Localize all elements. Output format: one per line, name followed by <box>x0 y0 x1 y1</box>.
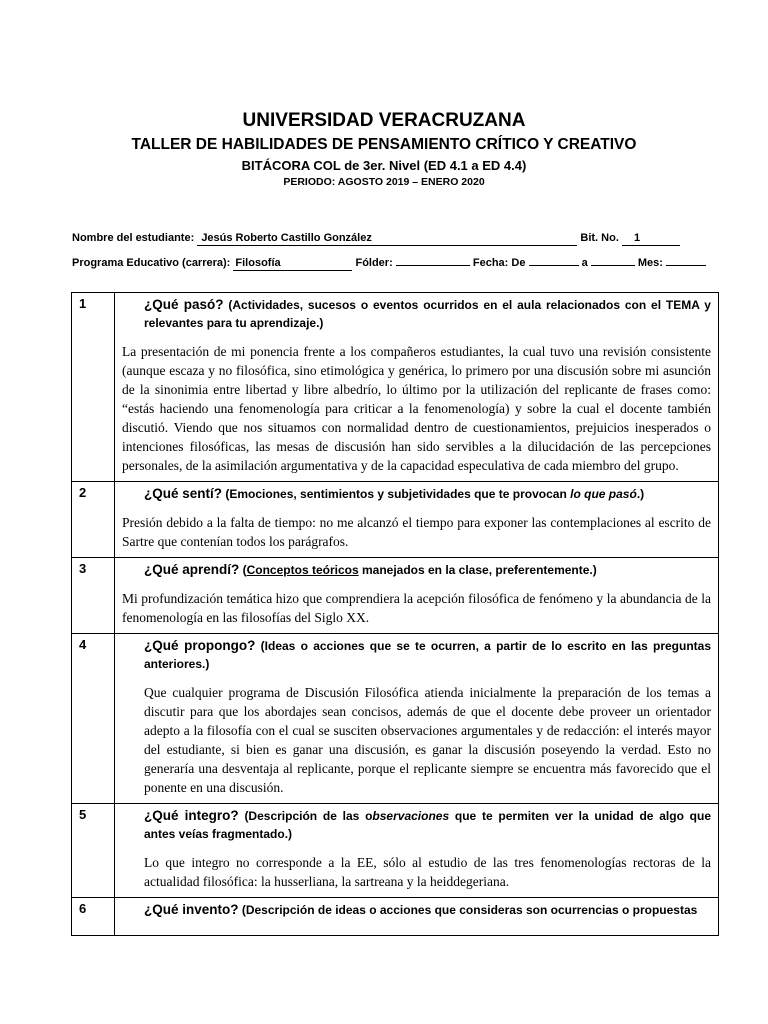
log-table <box>71 292 719 936</box>
question-header <box>122 637 711 673</box>
question-hint-start: (Emociones, sentimientos y subjetividades que te provocan <box>225 487 571 501</box>
row-number: 4 <box>72 634 115 804</box>
student-name-field[interactable] <box>197 232 577 246</box>
date-from-field[interactable] <box>529 265 579 266</box>
workshop-title: TALLER DE HABILIDADES DE PENSAMIENTO CRÍTICO Y CREATIVO <box>131 136 637 153</box>
row-body <box>115 482 719 558</box>
folder-field[interactable] <box>396 265 470 266</box>
question-hint-end: manejados en la clase, preferentemente.) <box>358 563 597 577</box>
question-hint: (Ideas o acciones que se te ocurren, a partir de lo escrito en las preguntas anteriores.) <box>144 639 711 671</box>
folder-label: Fólder: <box>355 257 393 269</box>
date-to-label: a <box>581 257 588 269</box>
month-field[interactable] <box>666 265 706 266</box>
student-label: Nombre del estudiante: <box>72 232 195 244</box>
question-title: ¿Qué integro? <box>144 808 239 823</box>
question-hint-start: ( <box>242 563 247 577</box>
row-number: 3 <box>72 558 115 634</box>
question-header <box>122 807 711 843</box>
answer-text: Mi profundización temática hizo que comprendiera la acepción filosófica de fenómeno y la abundancia de la fenomenología en las filosofías del Siglo XX. <box>122 591 711 625</box>
table-row <box>72 898 719 936</box>
row-body <box>115 898 719 936</box>
row-body <box>115 293 719 482</box>
program-value: Filosofía <box>235 257 281 269</box>
answer-text: Lo que integro no corresponde a la EE, sólo al estudio de las tres fenomenologías rectoras de la actualidad filosófica: la husserliana, la sartreana y la heiddegeriana. <box>144 855 711 889</box>
question-header <box>122 561 711 579</box>
answer-text: La presentación de mi ponencia frente a los compañeros estudiantes, la cual tuvo una revisión consistente (aunque escaza y no filosófica, sino etimológica y genérica, lo primero por una discusión sobre mi asunción de la sinonimia entre libertad y libre albedrío, lo último por la utilización del replicante de frases como: “estás haciendo una fenomenología para criticar a la fenomenología) y sobre la cual el docente también discutió. Viendo que nos situamos con normalidad dentro de cuestionamientos, prejuicios inesperados o intenciones filosóficas, las mesas de discusión han sido servibles a la dilucidación de las percepciones personales, de la asimilación argumentativa y de la capacidad especulativa de cada miembro del grupo. <box>122 344 711 473</box>
row-number: 5 <box>72 804 115 898</box>
table-row <box>72 293 719 482</box>
program-label: Programa Educativo (carrera): <box>72 257 231 269</box>
question-header <box>122 901 711 919</box>
row-number: 6 <box>72 898 115 936</box>
period-line: PERIODO: AGOSTO 2019 – ENERO 2020 <box>283 176 485 188</box>
question-hint-end: que te permiten ver la unidad de algo que antes veías fragmentado.) <box>144 809 712 841</box>
month-label: Mes: <box>637 257 663 269</box>
row-number: 2 <box>72 482 115 558</box>
question-title: ¿Qué propongo? <box>144 638 256 653</box>
bit-number-field[interactable] <box>622 232 680 246</box>
bit-label: Bit. No. <box>580 232 619 244</box>
row-number: 1 <box>72 293 115 482</box>
row-body <box>115 634 719 804</box>
bit-number-value: 1 <box>633 232 641 244</box>
question-hint: (Actividades, sucesos o eventos ocurridos en el aula relacionados con el TEMA y relevantes para tu aprendizaje.) <box>144 298 711 330</box>
question-hint-start: (Descripción de las o <box>244 809 373 823</box>
question-hint: (Descripción de ideas o acciones que consideras son ocurrencias o propuestas <box>241 903 698 917</box>
table-row <box>72 482 719 558</box>
table-row <box>72 634 719 804</box>
question-hint-emphasis: bservaciones <box>372 809 450 823</box>
question-title: ¿Qué invento? <box>144 902 239 917</box>
program-line <box>72 257 706 271</box>
log-subtitle: BITÁCORA COL de 3er. Nivel (ED 4.1 a ED 4.4) <box>241 158 527 173</box>
answer-text: Presión debido a la falta de tiempo: no me alcanzó el tiempo para exponer las contemplaciones al escrito de Sartre que contenían todos los parágrafos. <box>122 515 711 549</box>
table-row <box>72 804 719 898</box>
question-header <box>122 485 711 503</box>
date-to-field[interactable] <box>591 265 635 266</box>
program-field[interactable] <box>233 257 352 271</box>
row-body <box>115 558 719 634</box>
question-hint-emphasis: lo que pasó <box>570 487 637 501</box>
question-hint-end: .) <box>636 487 645 501</box>
question-title: ¿Qué pasó? <box>144 297 224 312</box>
answer-text: Que cualquier programa de Discusión Filosófica atienda inicialmente la preparación de los temas a discutir para que los abordajes sean concisos, además de que el docente debe proveer un orientador adepto a la filosofía con el cual se susciten observaciones argumentales y de redacción: el interés mayor del estudiante, si bien es ganar una discusión, es ganar la discusión poseyendo la verdad. Esto no generaría una desventaja al replicante, porque el replicante siempre se encuentra más favorecido que el ponente en una discusión. <box>144 685 711 795</box>
student-name-value: Jesús Roberto Castillo González <box>201 232 372 244</box>
date-label: Fecha: De <box>472 257 526 269</box>
university-title: UNIVERSIDAD VERACRUZANA <box>242 110 526 131</box>
question-title: ¿Qué sentí? <box>144 486 223 501</box>
question-hint-underlined: Conceptos teóricos <box>246 563 359 577</box>
student-line <box>72 232 680 246</box>
question-title: ¿Qué aprendí? <box>144 562 240 577</box>
table-row <box>72 558 719 634</box>
row-body <box>115 804 719 898</box>
question-header <box>122 296 711 332</box>
